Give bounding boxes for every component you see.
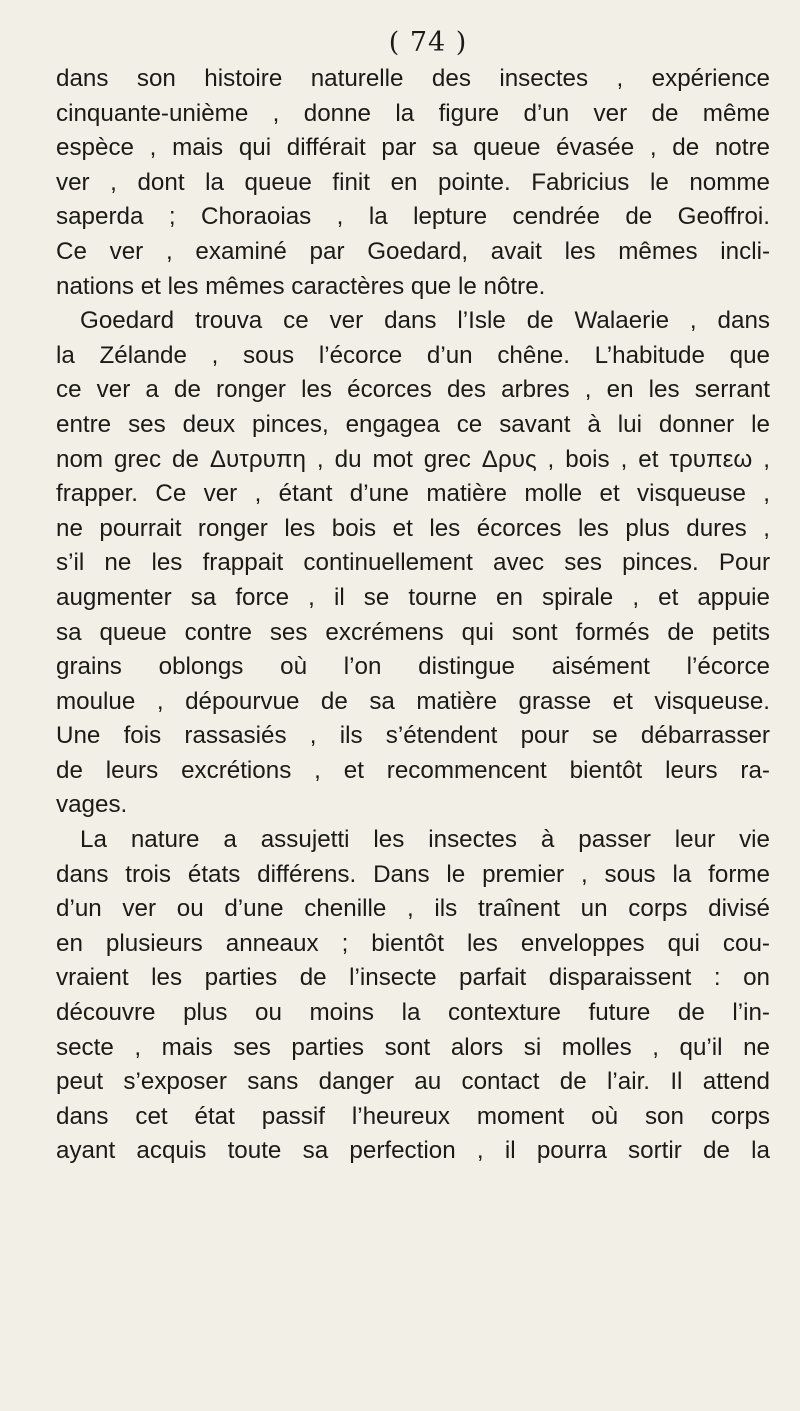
text-line-28: découvre plus ou moins la contexture future de l’in- xyxy=(56,999,770,1027)
text-line-6: Ce ver , examiné par Goedard, avait les mêmes incli- xyxy=(56,237,770,265)
text-line-5: saperda ; Choraoias , la lepture cendrée de Geoffroi. xyxy=(56,203,770,231)
text-line-10: ce ver a de ronger les écorces des arbres , en les serrant xyxy=(56,376,770,404)
text-line-13: frapper. Ce ver , étant d’une matière molle et visqueuse , xyxy=(56,480,770,508)
text-line-17: sa queue contre ses excrémens qui sont formés de petits xyxy=(56,618,770,646)
page-number: ( 74 ) xyxy=(388,27,468,58)
text-line-1: dans son histoire naturelle des insectes , expérience xyxy=(56,65,770,92)
text-line-7: nations et les mêmes caractères que le nôtre. xyxy=(56,272,546,300)
text-line-4: ver , dont la queue finit en pointe. Fabricius le nomme xyxy=(56,168,770,196)
text-line-20: Une fois rassasiés , ils s’étendent pour se débarrasser xyxy=(56,722,770,750)
text-line-14: ne pourrait ronger les bois et les écorces les plus dures , xyxy=(56,514,770,542)
text-line-22: vages. xyxy=(56,791,128,819)
text-line-9: la Zélande , sous l’écorce d’un chêne. L’habitude que xyxy=(56,341,770,369)
text-line-24: dans trois états différens. Dans le premier , sous la forme xyxy=(56,860,770,888)
text-line-16: augmenter sa force , il se tourne en spirale , et appuie xyxy=(56,583,770,611)
text-line-11: entre ses deux pinces, engagea ce savant à lui donner le xyxy=(56,410,770,438)
text-line-29: secte , mais ses parties sont alors si molles , qu’il ne xyxy=(56,1033,770,1061)
text-line-25: d’un ver ou d’une chenille , ils traînent un corps divisé xyxy=(56,895,770,923)
text-line-32: ayant acquis toute sa perfection , il pourra sortir de la xyxy=(56,1137,770,1165)
text-line-15: s’il ne les frappait continuellement avec ses pinces. Pour xyxy=(56,549,770,577)
text-line-23: La nature a assujetti les insectes à passer leur vie xyxy=(80,826,770,854)
text-line-19: moulue , dépourvue de sa matière grasse et visqueuse. xyxy=(56,687,770,715)
text-line-21: de leurs excrétions , et recommencent bientôt leurs ra- xyxy=(56,756,770,784)
text-line-27: vraient les parties de l’insecte parfait disparaissent : on xyxy=(56,964,770,992)
body-text xyxy=(56,62,770,1169)
text-line-18: grains oblongs où l’on distingue aisément l’écorce xyxy=(56,653,770,681)
text-line-26: en plusieurs anneaux ; bientôt les enveloppes qui cou- xyxy=(56,929,770,957)
text-line-3: espèce , mais qui différait par sa queue évasée , de notre xyxy=(56,134,770,162)
text-line-12: nom grec de Δυτρυπη , du mot grec Δρυς , bois , et τρυπεω , xyxy=(56,445,770,473)
text-line-8: Goedard trouva ce ver dans l’Isle de Walaerie , dans xyxy=(80,307,770,335)
text-line-31: dans cet état passif l’heureux moment où son corps xyxy=(56,1102,770,1130)
text-line-30: peut s’exposer sans danger au contact de l’air. Il attend xyxy=(56,1068,770,1096)
text-line-2: cinquante-unième , donne la figure d’un ver de même xyxy=(56,99,770,127)
